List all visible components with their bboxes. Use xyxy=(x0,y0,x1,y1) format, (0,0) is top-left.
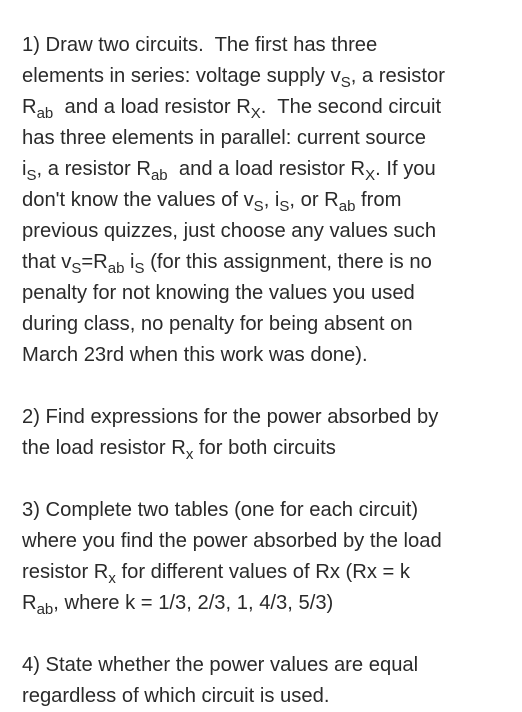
text-run: 3) Complete two tables (one for each circuit) xyxy=(22,499,419,521)
text-run: elements in series: voltage supply v xyxy=(22,65,341,87)
subscript: X xyxy=(250,105,261,122)
text-run: March 23rd when this work was done). xyxy=(22,344,368,366)
text-run: i xyxy=(124,251,135,273)
text-line xyxy=(22,557,504,588)
text-line xyxy=(22,154,504,185)
text-run: previous quizzes, just choose any values such xyxy=(22,220,437,242)
text-line xyxy=(22,92,504,123)
text-run: has three elements in parallel: current source xyxy=(22,127,426,149)
text-line xyxy=(22,309,504,340)
text-run: regardless of which circuit is used. xyxy=(22,685,330,707)
text-run: , where k = 1/3, 2/3, 1, 4/3, 5/3) xyxy=(53,592,334,614)
question-paragraph-1 xyxy=(22,30,504,371)
text-line xyxy=(22,247,504,278)
text-line xyxy=(22,185,504,216)
text-line xyxy=(22,340,504,371)
text-run: and a load resistor R xyxy=(167,158,366,180)
question-paragraph-4 xyxy=(22,650,504,712)
text-run: 4) State whether the power values are equal xyxy=(22,654,419,676)
subscript: S xyxy=(71,260,82,277)
text-run: the load resistor R xyxy=(22,437,186,459)
assignment-text xyxy=(22,30,504,712)
text-run: don't know the values of v xyxy=(22,189,254,211)
text-run: , a resistor xyxy=(350,65,445,87)
text-run: for both circuits xyxy=(193,437,336,459)
text-line xyxy=(22,402,504,433)
text-run: penalty for not knowing the values you used xyxy=(22,282,415,304)
subscript: X xyxy=(365,167,376,184)
subscript: ab xyxy=(338,198,356,215)
question-paragraph-3 xyxy=(22,495,504,619)
text-line xyxy=(22,495,504,526)
subscript: S xyxy=(279,198,290,215)
subscript: ab xyxy=(150,167,168,184)
text-line xyxy=(22,681,504,712)
subscript: x xyxy=(185,446,194,463)
text-line xyxy=(22,123,504,154)
text-run: , or R xyxy=(289,189,339,211)
subscript: ab xyxy=(107,260,125,277)
subscript: S xyxy=(340,74,351,91)
text-line xyxy=(22,588,504,619)
question-paragraph-2 xyxy=(22,402,504,464)
text-run: =R xyxy=(81,251,108,273)
text-run: from xyxy=(355,189,402,211)
text-run: i xyxy=(22,158,27,180)
text-line xyxy=(22,650,504,681)
text-run: R xyxy=(22,592,37,614)
text-run: where you find the power absorbed by the load xyxy=(22,530,442,552)
text-run: (for this assignment, there is no xyxy=(144,251,432,273)
text-line xyxy=(22,278,504,309)
text-line xyxy=(22,216,504,247)
subscript: x xyxy=(108,570,116,587)
text-run: R xyxy=(22,96,37,118)
subscript: ab xyxy=(36,105,54,122)
text-line xyxy=(22,433,504,464)
text-run: for different values of Rx (Rx = k xyxy=(115,561,411,583)
subscript: S xyxy=(134,260,145,277)
subscript: S xyxy=(26,167,37,184)
subscript: S xyxy=(253,198,264,215)
text-run: . If you xyxy=(375,158,436,180)
text-line xyxy=(22,61,504,92)
text-line xyxy=(22,526,504,557)
text-run: . The second circuit xyxy=(260,96,442,118)
text-run: 1) Draw two circuits. The first has three xyxy=(22,34,378,56)
text-run: and a load resistor R xyxy=(53,96,251,118)
text-run: , a resistor R xyxy=(36,158,151,180)
subscript: ab xyxy=(36,601,54,618)
text-line xyxy=(22,30,504,61)
text-run: , i xyxy=(263,189,280,211)
text-run: 2) Find expressions for the power absorbed by xyxy=(22,406,439,428)
text-run: during class, no penalty for being absent on xyxy=(22,313,413,335)
text-run: resistor R xyxy=(22,561,109,583)
text-run: that v xyxy=(22,251,72,273)
